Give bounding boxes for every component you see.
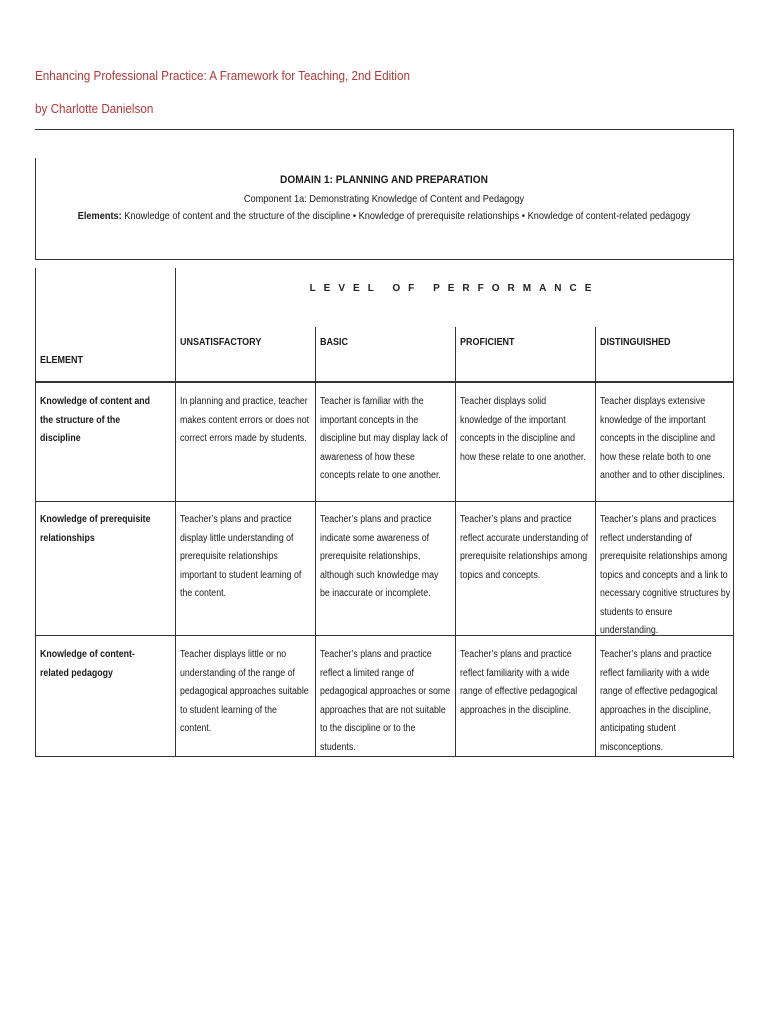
table-left-rule	[35, 268, 36, 757]
row-1-element: Knowledge of content and the structure of the discipline	[40, 396, 150, 444]
row-3-element: Knowledge of content-related pedagogy	[40, 649, 135, 679]
elements-label: Elements:	[77, 211, 122, 222]
element-column-rule	[175, 268, 176, 757]
row-2-element: Knowledge of prerequisite relationships	[40, 514, 151, 544]
row-2-basic: Teacher’s plans and practice indicate some awareness of prerequisite relationships, although such knowledge may be inaccurate or incomplete.	[320, 514, 439, 599]
book-title: Enhancing Professional Practice: A Framework for Teaching, 2nd Edition	[35, 68, 411, 83]
component-title: Component 1a: Demonstrating Knowledge of Content and Pedagogy	[243, 194, 525, 205]
level-column-rule-3	[595, 327, 596, 757]
row-1-unsatisfactory: In planning and practice, teacher makes content errors or does not correct errors made by students.	[180, 396, 310, 444]
book-author: by Charlotte Danielson	[35, 101, 154, 116]
row-1-distinguished: Teacher displays extensive knowledge of the important concepts in the discipline and how these relate both to one another and to other disciplines.	[600, 396, 725, 481]
elements-line	[63, 211, 705, 222]
level-column-rule-2	[455, 327, 456, 757]
row-3-proficient: Teacher’s plans and practice reflect familiarity with a wide range of effective pedagogical approaches in the discipline.	[460, 649, 578, 716]
level-header-proficient: PROFICIENT	[460, 337, 515, 348]
domain-header	[35, 170, 733, 222]
row-3-distinguished: Teacher’s plans and practice reflect familiarity with a wide range of effective pedagogical approaches in the discipline, anticipating student misconceptions.	[600, 649, 718, 753]
row-2-distinguished: Teacher’s plans and practices reflect understanding of prerequisite relationships among topics and concepts and a link to necessary cognitive structures by students to ensure understanding.	[600, 514, 731, 636]
level-column-rule-1	[315, 327, 316, 757]
level-of-performance-heading: LEVEL OF PERFORMANCE	[309, 283, 600, 294]
level-header-distinguished: DISTINGUISHED	[600, 337, 671, 348]
row-1-bottom-rule	[35, 501, 734, 502]
level-header-unsatisfactory: UNSATISFACTORY	[180, 337, 262, 348]
row-3-basic: Teacher’s plans and practice reflect a limited range of pedagogical approaches or some approaches that are not suitable to the discipline or to the students.	[320, 649, 451, 753]
elements-text: Knowledge of content and the structure of the discipline • Knowledge of prerequisite relationships • Knowledge of content-related pedagogy	[124, 211, 691, 222]
row-2-unsatisfactory: Teacher’s plans and practice display little understanding of prerequisite relationships important to student learning of the content.	[180, 514, 302, 599]
domain-title: DOMAIN 1: PLANNING AND PREPARATION	[280, 174, 488, 186]
column-header-rule	[35, 381, 734, 383]
element-column-header: ELEMENT	[40, 355, 84, 366]
row-2-proficient: Teacher’s plans and practice reflect accurate understanding of prerequisite relationships among topics and concepts.	[460, 514, 589, 581]
row-1-basic: Teacher is familiar with the important concepts in the discipline but may display lack of awareness of how these concepts relate to one another.	[320, 396, 448, 481]
header-bottom-rule	[35, 259, 734, 260]
level-header-basic: BASIC	[320, 337, 349, 348]
row-3-unsatisfactory: Teacher displays little or no understanding of the range of pedagogical approaches suitable to student learning of the content.	[180, 649, 309, 734]
row-1-proficient: Teacher displays solid knowledge of the important concepts in the discipline and how these relate to one another.	[460, 396, 586, 463]
